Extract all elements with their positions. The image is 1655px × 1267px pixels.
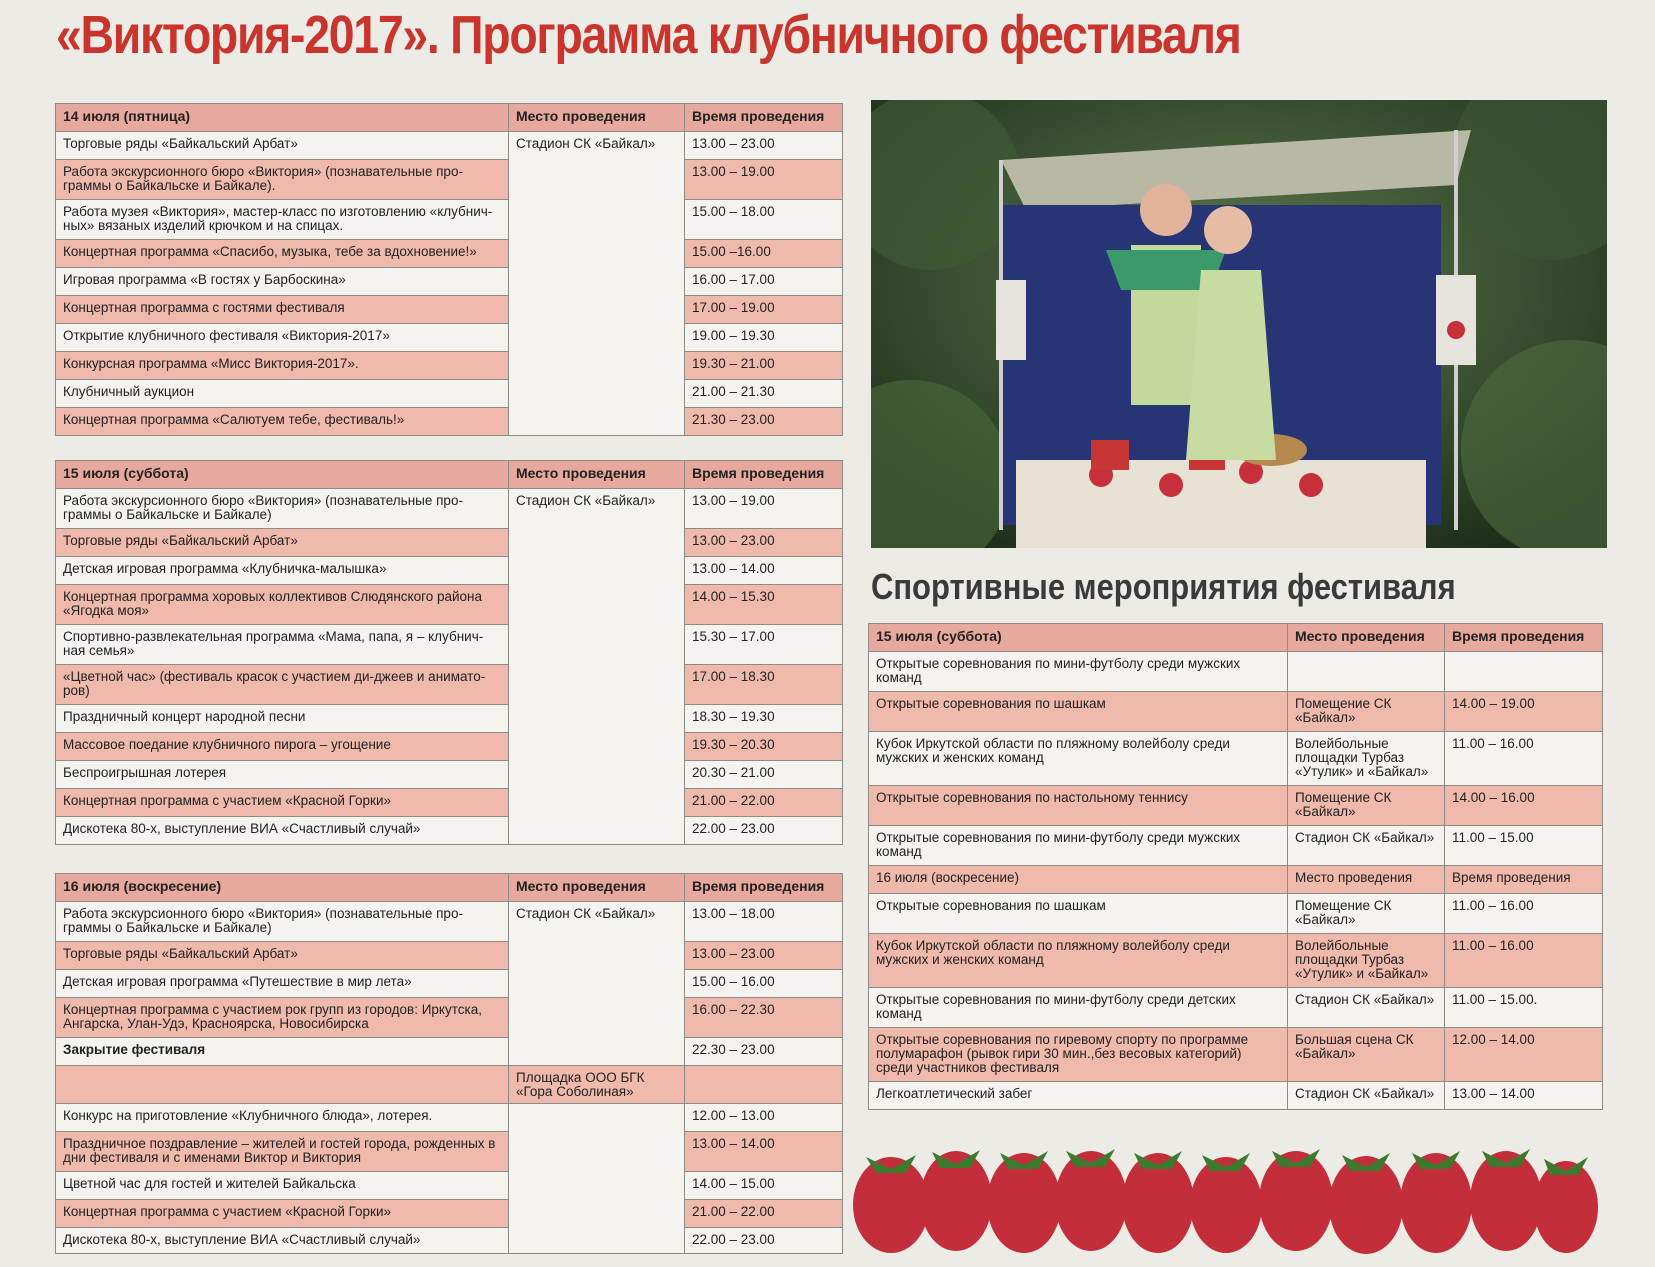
place-cell: Помещение СК «Байкал» [1288,786,1445,826]
event-cell: Игровая программа «В гостях у Барбоскина» [56,268,509,296]
time-cell: 13.00 – 14.00 [685,557,843,585]
time-cell: 13.00 – 18.00 [685,902,843,942]
time-column-header: Время проведения [1445,866,1603,894]
table-row [56,557,843,585]
place-cell: Помещение СК «Байкал» [1288,894,1445,934]
place-cell: Стадион СК «Байкал» [1288,826,1445,866]
event-cell: Конкурс на приготовление «Клубничного блюда», лотерея. [56,1104,509,1132]
time-cell: 14.00 – 16.00 [1445,786,1603,826]
table-row [56,625,843,665]
table-row [56,408,843,436]
place-cell: Стадион СК «Байкал» [509,902,685,1066]
table-row [56,733,843,761]
time-cell: 13.00 – 23.00 [685,942,843,970]
table-row [56,1038,843,1066]
table-header-row [869,624,1603,652]
table-row [869,988,1603,1028]
time-cell: 19.00 – 19.30 [685,324,843,352]
event-cell: Легкоатлетический забег [869,1082,1288,1110]
event-cell: Клубничный аукцион [56,380,509,408]
event-cell: Концертная программа «Салютуем тебе, фестиваль!» [56,408,509,436]
event-cell: Спортивно-развлекательная программа «Мама, папа, я – клубнич-ная семья» [56,625,509,665]
event-cell: Открытые соревнования по гиревому спорту по программе полумарафон (рывок гири 30 мин.,без весовых категорий) среди участников фестиваля [869,1028,1288,1082]
time-cell: 21.00 – 21.30 [685,380,843,408]
event-cell: Открытые соревнования по мини-футболу среди мужских команд [869,652,1288,692]
table-row [56,761,843,789]
time-column-header: Время проведения [685,104,843,132]
event-cell: Работа экскурсионного бюро «Виктория» (познавательные про-граммы о Байкальске и Байкале). [56,160,509,200]
time-cell [1445,652,1603,692]
time-cell: 21.00 – 22.00 [685,789,843,817]
place-cell [1288,652,1445,692]
table-row [869,826,1603,866]
time-cell: 22.00 – 23.00 [685,817,843,845]
time-cell: 15.00 – 16.00 [685,970,843,998]
event-cell: Цветной час для гостей и жителей Байкальска [56,1172,509,1200]
time-column-header: Время проведения [1445,624,1603,652]
event-cell: Кубок Иркутской области по пляжному волейболу среди мужских и женских команд [869,934,1288,988]
time-cell: 17.00 – 18.30 [685,665,843,705]
place-cell: Волейбольные площадки Турбаз «Утулик» и «Байкал» [1288,934,1445,988]
table-header-row [56,461,843,489]
table-row [56,1066,843,1104]
table-row [869,934,1603,988]
table-row [56,132,843,160]
table-row [56,1132,843,1172]
time-cell: 21.30 – 23.00 [685,408,843,436]
time-cell: 11.00 – 15.00 [1445,826,1603,866]
event-cell: Детская игровая программа «Клубничка-малышка» [56,557,509,585]
event-cell: Торговые ряды «Байкальский Арбат» [56,529,509,557]
table-row [56,268,843,296]
time-cell: 17.00 – 19.00 [685,296,843,324]
time-cell: 11.00 – 15.00. [1445,988,1603,1028]
event-cell: Торговые ряды «Байкальский Арбат» [56,942,509,970]
time-column-header: Время проведения [685,461,843,489]
time-cell: 11.00 – 16.00 [1445,894,1603,934]
day-header: 15 июля (суббота) [56,461,509,489]
place-cell: Помещение СК «Байкал» [1288,692,1445,732]
event-cell: Работа экскурсионного бюро «Виктория» (познавательные про-граммы о Байкальске и Байкале) [56,489,509,529]
table-header-row [56,104,843,132]
schedule-table-day3 [55,873,843,1254]
time-cell: 22.00 – 23.00 [685,1228,843,1254]
place-cell: Большая сцена СК «Байкал» [1288,1028,1445,1082]
place-cell: Стадион СК «Байкал» [509,132,685,436]
table-row [56,352,843,380]
event-cell: Концертная программа с участием «Красной Горки» [56,1200,509,1228]
table-row [56,380,843,408]
event-cell: Массовое поедание клубничного пирога – угощение [56,733,509,761]
strawberries-decoration [846,1127,1598,1267]
table-row [869,1028,1603,1082]
place-cell: Стадион СК «Байкал» [1288,1082,1445,1110]
table-row [56,1228,843,1254]
time-cell: 13.00 – 19.00 [685,160,843,200]
table-row [56,200,843,240]
time-cell: 16.00 – 22.30 [685,998,843,1038]
time-cell: 14.00 – 15.30 [685,585,843,625]
table-row [869,652,1603,692]
event-cell: Работа экскурсионного бюро «Виктория» (познавательные про-граммы о Байкальске и Байкале) [56,902,509,942]
day-header: 14 июля (пятница) [56,104,509,132]
time-cell: 14.00 – 15.00 [685,1172,843,1200]
day-header: 15 июля (суббота) [869,624,1288,652]
table-row [869,732,1603,786]
table-row [56,529,843,557]
schedule-table-day1 [55,103,843,436]
event-cell: Открытие клубничного фестиваля «Виктория-2017» [56,324,509,352]
place-cell: Волейбольные площадки Турбаз «Утулик» и «Байкал» [1288,732,1445,786]
time-cell: 12.00 – 13.00 [685,1104,843,1132]
event-cell: Дискотека 80-х, выступление ВИА «Счастливый случай» [56,817,509,845]
empty-cell [56,1066,509,1104]
event-cell: Концертная программа хоровых коллективов Слюдянского района «Ягодка моя» [56,585,509,625]
time-cell: 13.00 – 23.00 [685,132,843,160]
event-cell: Дискотека 80-х, выступление ВИА «Счастливый случай» [56,1228,509,1254]
event-cell: Закрытие фестиваля [56,1038,509,1066]
time-cell: 18.30 – 19.30 [685,705,843,733]
event-cell: Концертная программа с участием «Красной Горки» [56,789,509,817]
event-cell: Праздничное поздравление – жителей и гостей города, рожденных в дни фестиваля и с именами Виктор и Виктория [56,1132,509,1172]
table-row [56,160,843,200]
day-header: 16 июля (воскресение) [869,866,1288,894]
event-cell: Детская игровая программа «Путешествие в мир лета» [56,970,509,998]
table-row [56,902,843,942]
time-cell: 19.30 – 20.30 [685,733,843,761]
time-cell: 14.00 – 19.00 [1445,692,1603,732]
time-cell: 13.00 – 23.00 [685,529,843,557]
time-cell: 11.00 – 16.00 [1445,934,1603,988]
table-row [56,1172,843,1200]
event-cell: «Цветной час» (фестиваль красок с участием ди-джеев и анимато-ров) [56,665,509,705]
sports-table [868,623,1603,1110]
page-title: «Виктория-2017». Программа клубничного фестиваля [56,5,1241,65]
table-row [56,296,843,324]
time-cell: 11.00 – 16.00 [1445,732,1603,786]
event-cell: Открытые соревнования по мини-футболу среди детских команд [869,988,1288,1028]
time-cell: 22.30 – 23.00 [685,1038,843,1066]
place-cell: Стадион СК «Байкал» [1288,988,1445,1028]
table-row [56,1200,843,1228]
table-row [869,692,1603,732]
place-column-header: Место проведения [1288,866,1445,894]
event-cell: Беспроигрышная лотерея [56,761,509,789]
time-cell: 21.00 – 22.00 [685,1200,843,1228]
time-cell: 15.00 –16.00 [685,240,843,268]
table-header-row [56,874,843,902]
place-column-header: Место проведения [509,461,685,489]
table-row [56,970,843,998]
table-row [56,789,843,817]
table-row [56,1104,843,1132]
event-cell: Открытые соревнования по шашкам [869,894,1288,934]
empty-cell [685,1066,843,1104]
table-row [56,324,843,352]
table-row [56,240,843,268]
photo-illustration [871,100,1607,548]
place-column-header: Место проведения [509,874,685,902]
event-cell: Праздничный концерт народной песни [56,705,509,733]
schedule-table-day2 [55,460,843,845]
event-cell: Конкурсная программа «Мисс Виктория-2017». [56,352,509,380]
table-row [869,866,1603,894]
event-cell: Открытые соревнования по мини-футболу среди мужских команд [869,826,1288,866]
time-cell: 13.00 – 14.00 [1445,1082,1603,1110]
place-column-header: Место проведения [1288,624,1445,652]
event-cell: Работа музея «Виктория», мастер-класс по изготовлению «клубнич-ных» вязаных изделий крючком и на спицах. [56,200,509,240]
place-cell [509,1104,685,1254]
place-cell: Стадион СК «Байкал» [509,489,685,845]
event-cell: Концертная программа «Спасибо, музыка, тебе за вдохновение!» [56,240,509,268]
table-row [56,489,843,529]
time-column-header: Время проведения [685,874,843,902]
time-cell: 16.00 – 17.00 [685,268,843,296]
event-cell: Концертная программа с участием рок групп из городов: Иркутска, Ангарска, Улан-Удэ, Красноярска, Новосибирска [56,998,509,1038]
event-cell: Концертная программа с гостями фестиваля [56,296,509,324]
time-cell: 15.00 – 18.00 [685,200,843,240]
table-row [869,786,1603,826]
time-cell: 15.30 – 17.00 [685,625,843,665]
table-row [56,585,843,625]
sports-section-title: Спортивные мероприятия фестиваля [871,566,1456,607]
table-row [56,998,843,1038]
event-cell: Открытые соревнования по шашкам [869,692,1288,732]
event-cell: Торговые ряды «Байкальский Арбат» [56,132,509,160]
time-cell: 12.00 – 14.00 [1445,1028,1603,1082]
event-cell: Открытые соревнования по настольному теннису [869,786,1288,826]
place-cell: Площадка ООО БГК «Гора Соболиная» [509,1066,685,1104]
time-cell: 13.00 – 14.00 [685,1132,843,1172]
place-column-header: Место проведения [509,104,685,132]
table-row [56,817,843,845]
time-cell: 19.30 – 21.00 [685,352,843,380]
table-row [869,1082,1603,1110]
table-row [56,665,843,705]
day-header: 16 июля (воскресение) [56,874,509,902]
festival-photo [871,100,1607,548]
time-cell: 13.00 – 19.00 [685,489,843,529]
table-row [56,942,843,970]
time-cell: 20.30 – 21.00 [685,761,843,789]
table-row [56,705,843,733]
table-row [869,894,1603,934]
event-cell: Кубок Иркутской области по пляжному волейболу среди мужских и женских команд [869,732,1288,786]
